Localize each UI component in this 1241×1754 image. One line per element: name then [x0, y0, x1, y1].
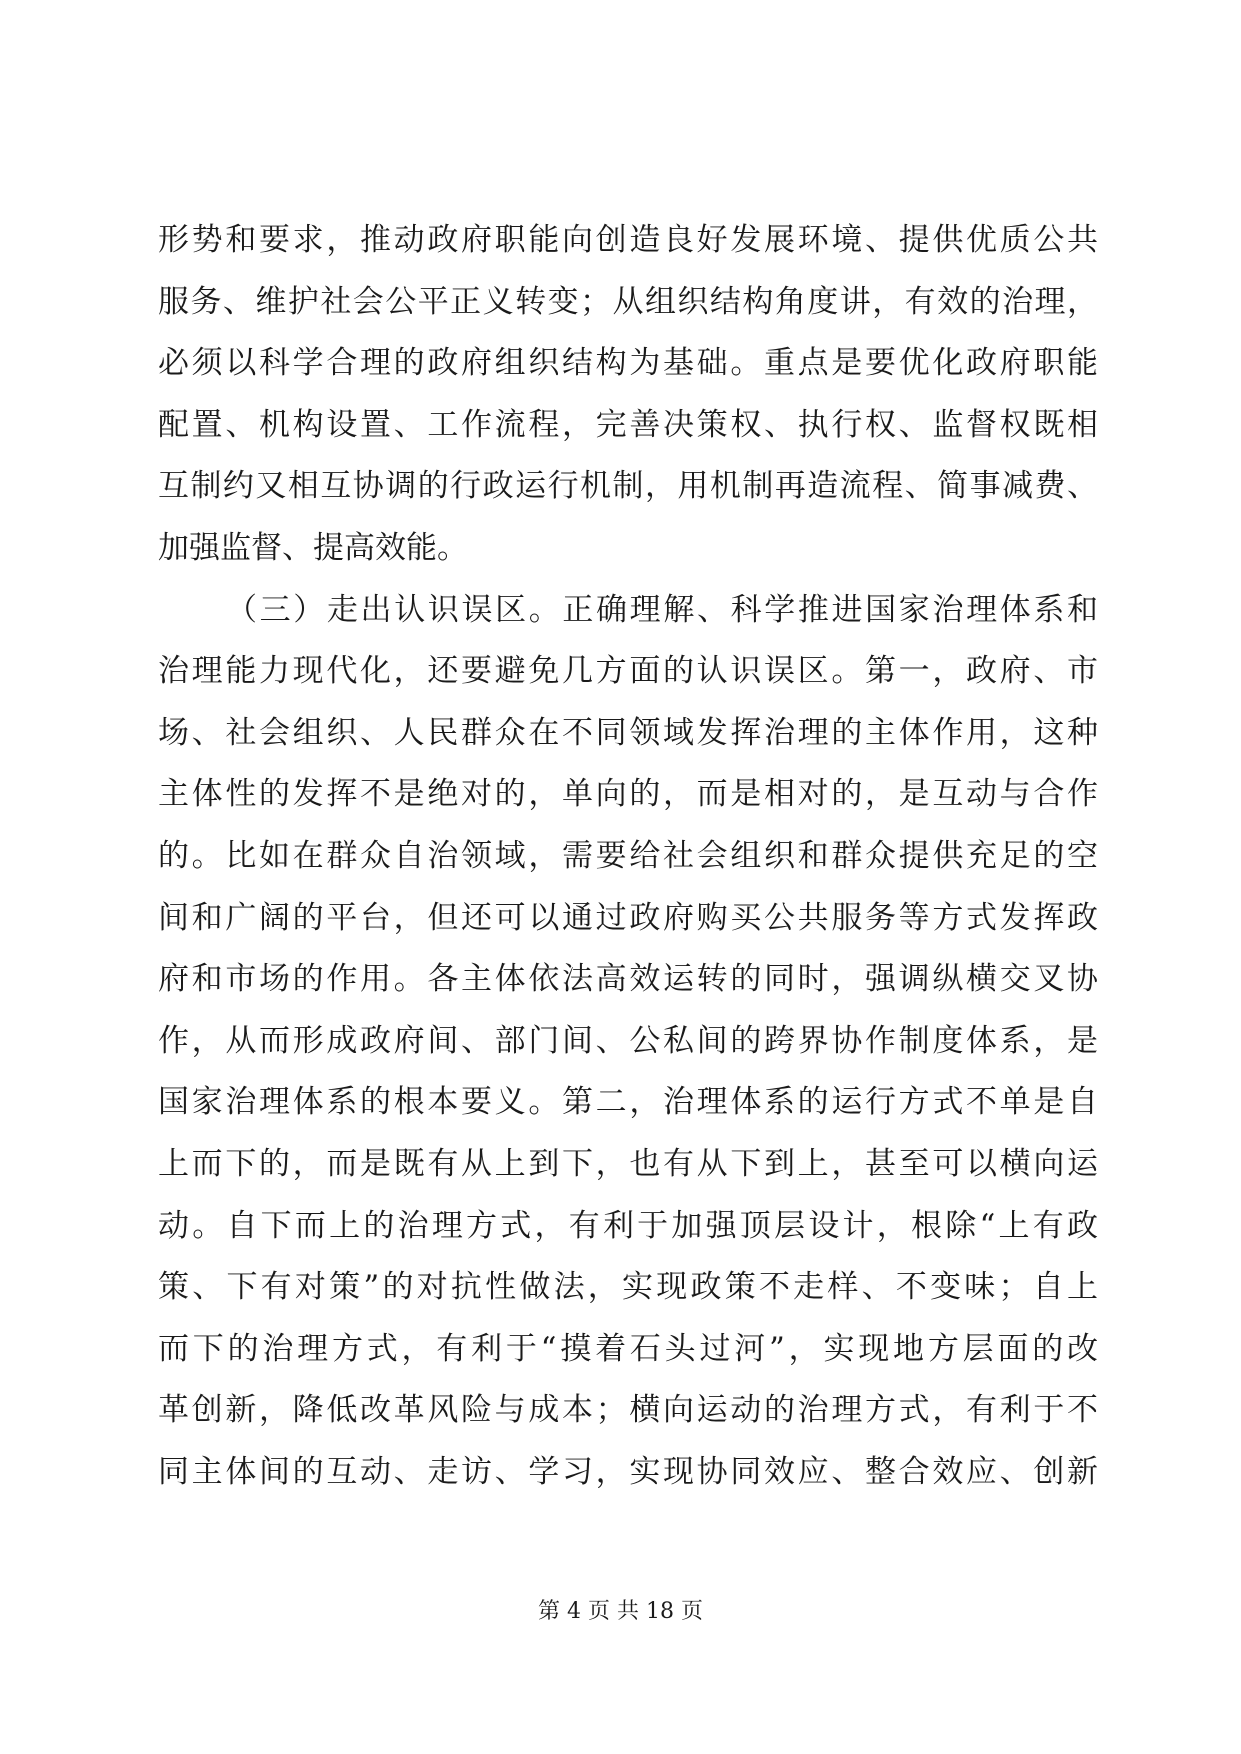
body-text: [158, 210, 1098, 1503]
text-line: 同主体间的互动、走访、学习，实现协同效应、整合效应、创新: [158, 1453, 1098, 1490]
text-line: 互制约又相互协调的行政运行机制，用机制再造流程、简事减费、: [158, 468, 1098, 505]
text-line: 服务、维护社会公平正义转变；从组织结构角度讲，有效的治理，: [158, 283, 1098, 320]
text-line: 主体性的发挥不是绝对的，单向的，而是相对的，是互动与合作: [158, 776, 1098, 813]
text-line: 治理能力现代化，还要避免几方面的认识误区。第一，政府、市: [158, 653, 1098, 690]
text-line: 作，从而形成政府间、部门间、公私间的跨界协作制度体系，是: [158, 1022, 1098, 1059]
text-line: （三）走出认识误区。正确理解、科学推进国家治理体系和: [226, 591, 1098, 628]
text-line: 上而下的，而是既有从上到下，也有从下到上，甚至可以横向运: [158, 1145, 1098, 1182]
text-line: 策、下有对策”的对抗性做法，实现政策不走样、不变味；自上: [158, 1269, 1098, 1306]
text-line: 国家治理体系的根本要义。第二，治理体系的运行方式不单是自: [158, 1084, 1098, 1121]
page-footer: 第 4 页 共 18 页: [538, 1599, 703, 1624]
text-line: 间和广阔的平台，但还可以通过政府购买公共服务等方式发挥政: [158, 899, 1098, 936]
text-line: 的。比如在群众自治领域，需要给社会组织和群众提供充足的空: [158, 837, 1098, 874]
text-line: 必须以科学合理的政府组织结构为基础。重点是要优化政府职能: [158, 345, 1098, 382]
text-line: 而下的治理方式，有利于“摸着石头过河”，实现地方层面的改: [158, 1330, 1098, 1367]
text-line: 配置、机构设置、工作流程，完善决策权、执行权、监督权既相: [158, 406, 1098, 443]
text-line: 加强监督、提高效能。: [158, 529, 468, 566]
text-line: 府和市场的作用。各主体依法高效运转的同时，强调纵横交叉协: [158, 961, 1098, 998]
text-line: 革创新，降低改革风险与成本；横向运动的治理方式，有利于不: [158, 1392, 1098, 1429]
text-line: 动。自下而上的治理方式，有利于加强顶层设计，根除“上有政: [158, 1207, 1098, 1244]
text-line: 形势和要求，推动政府职能向创造良好发展环境、提供优质公共: [158, 222, 1098, 258]
text-line: 场、社会组织、人民群众在不同领域发挥治理的主体作用，这种: [158, 714, 1098, 751]
